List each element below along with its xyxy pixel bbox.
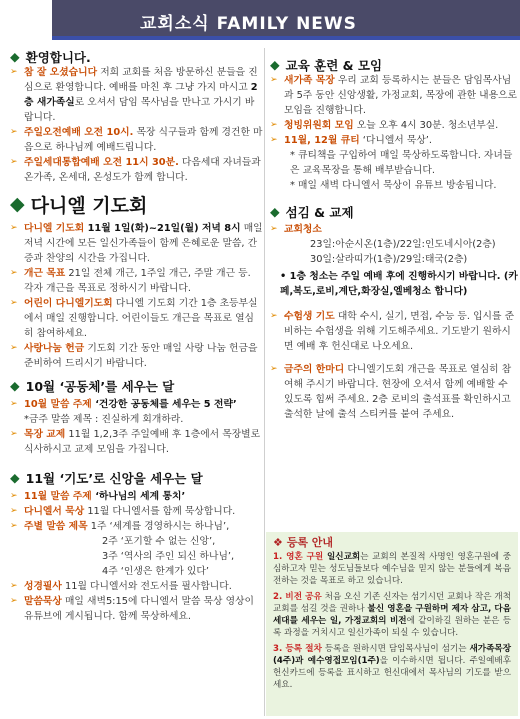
diamond-icon: ◆	[270, 57, 280, 72]
november-item-7: ➢ 성경필사 11월 다니엘서와 전도서를 필사합니다.	[10, 581, 232, 592]
cleaning-line-1: 23일:아순시온(1층)/22일:인도네시아(2층)	[310, 239, 496, 250]
arrow-icon: ➢	[10, 521, 18, 531]
arrow-icon: ➢	[270, 135, 278, 145]
october-item-2: ➢ 목장 교제 11월 1,2,3주 주일예배 후 1층에서 목장별로 식사하시고 교제 모임을 가집니다.	[10, 429, 261, 455]
welcome-item-3: ➢ 주일세대통합예배 오전 11시 30분. 다음세대 자녀들과 온가족, 온세대, 온성도가 함께 합니다.	[10, 157, 261, 183]
training-heading	[270, 56, 520, 73]
registration-para-1: 1. 영혼 구원 일신교회는 교회의 본질적 사명인 영혼구원에 중심하고자 믿는 성도님들보다 예수님을 믿지 않는 분들에게 복음 전하는 것을 목표로 하고 있습니다.	[273, 552, 511, 586]
november-item-8: ➢ 말씀묵상 매일 새벽5:15에 다니엘서 말씀 묵상 영상이 유튜브에 게시됩니다. 함께 묵상하세요.	[10, 596, 254, 622]
page-header	[0, 0, 520, 40]
welcome-title: 환영합니다.	[25, 49, 91, 65]
october-item-1: ➢ 10월 말씀 주제 ‘건강한 공동체를 세우는 5 전략’ *금주 말씀 제목 : 진실하게 회개하라.	[10, 399, 237, 425]
service-item-2: ➢ 금주의 한마디 다니엘기도회 개근을 목표로 열심히 참여해 주시기 바랍니다. 현장에 오셔서 함께 예배할 수 있도록 힘써 주세요. 2층 로비의 출석표를 확인하시고 출석한 날에 출석 스티커를 붙여 주세요.	[270, 364, 512, 420]
november-heading	[10, 469, 263, 486]
service-heading	[270, 203, 520, 220]
welcome-item-1: ➢ 참 잘 오셨습니다 저희 교회를 처음 방문하신 분들을 진심으로 환영합니다. 예배를 마친 후 그냥 가지 마시고 2층 새가족실로 오셔서 담임 목사님을 만나고 가시기 바랍니다.	[10, 67, 258, 123]
header-bar	[52, 0, 520, 40]
registration-title: ❖ 등록 안내	[273, 536, 334, 549]
training-item-1: ➢ 새가족 목장 우리 교회 등록하시는 분들은 담임목사님과 5주 동안 신앙생활, 가정교회, 목장에 관한 내용으로 모임을 진행합니다.	[270, 75, 517, 116]
cleaning-note: • 1층 청소는 주일 예배 후에 진행하시기 바랍니다. (카페,복도,로비,계단,화장실,엘베청소 합니다)	[280, 271, 518, 297]
arrow-icon: ➢	[10, 127, 18, 137]
welcome-item-2: ➢ 주일오전예배 오전 10시. 목장 식구들과 함께 경건한 마음으로 하나님께 예배드립니다.	[10, 127, 263, 153]
diamond-icon: ◆	[10, 49, 20, 64]
arrow-icon: ➢	[10, 581, 18, 591]
registration-notice	[266, 532, 518, 716]
arrow-icon: ➢	[10, 157, 18, 167]
arrow-icon: ➢	[270, 75, 278, 85]
registration-para-3: 3. 등록 절차 등록을 원하시면 담임목사님이 섬기는 새가족목장(4주)과 예수영접모임(1주)을 이수하시면 됩니다. 주일예배후 헌신카드에 등록을 표시하고 헌신대에서 목사님의 기도를 받으세요.	[273, 644, 512, 690]
diamond-icon: ◆	[10, 470, 20, 485]
training-item-3: ➢ 11월, 12월 큐티 ‘다니엘서 묵상’. * 큐티책을 구입하여 매일 묵상하도록합니다. 자녀들은 교육목장을 통해 배부받습니다. * 매일 새벽 다니엘서 묵상이 유튜브 방송됩니다.	[270, 135, 513, 191]
diamond-icon: ◆	[10, 193, 25, 215]
arrow-icon: ➢	[10, 67, 18, 77]
daniel-title: 다니엘 기도회	[30, 194, 148, 217]
november-week-2: 2주 ‘포기할 수 없는 신앙’,	[102, 536, 216, 547]
october-title: 10월 ‘공동체’를 세우는 달	[25, 378, 175, 394]
arrow-icon: ➢	[10, 268, 18, 278]
column-divider	[264, 48, 265, 716]
daniel-item-1: ➢ 다니엘 기도회 11월 1일(화)~21일(월) 저녁 8시 매일 저녁 시간에 모든 일신가족들이 함께 은혜로운 말씀, 간증과 찬양의 시간을 가집니다.	[10, 223, 263, 264]
cleaning-line-2: 30일:살라띠가(1층)/29일:태국(2층)	[310, 254, 468, 265]
daniel-item-4: ➢ 사랑나눔 헌금 기도회 기간 동안 매일 사랑 나눔 헌금을 준비하여 드리시기 바랍니다.	[10, 343, 258, 369]
november-item-3: ➢ 주별 말씀 제목 1주 ‘세계를 경영하시는 하나님’,	[10, 521, 230, 532]
training-item-2: ➢ 청빙위원회 모임 오늘 오후 4시 30분. 청소년부실.	[270, 120, 499, 131]
november-week-4: 4주 ‘인생은 한계가 있다’	[102, 566, 209, 577]
november-item-1: ➢ 11월 말씀 주제 ‘하나님의 세계 통치’	[10, 491, 186, 502]
service-title: 섬김 & 교제	[285, 204, 354, 220]
november-week-3: 3주 ‘역사의 주인 되신 하나님’,	[102, 551, 235, 562]
right-column	[270, 48, 520, 422]
arrow-icon: ➢	[10, 491, 18, 501]
daniel-item-2: ➢ 개근 목표 21일 전체 개근, 1주일 개근, 주말 개근 등. 각자 개근을 목표로 정하시기 바랍니다.	[10, 268, 251, 294]
arrow-icon: ➢	[10, 506, 18, 516]
training-title: 교육 훈련 & 모임	[285, 57, 383, 73]
arrow-icon: ➢	[270, 120, 278, 130]
page-title: 교회소식 FAMILY NEWS	[140, 14, 357, 34]
arrow-icon: ➢	[270, 364, 278, 374]
arrow-icon: ➢	[270, 311, 278, 321]
november-item-2: ➢ 다니엘서 묵상 11월 다니엘서를 함께 묵상합니다.	[10, 506, 236, 517]
november-title: 11월 ‘기도’로 신앙을 세우는 달	[25, 470, 203, 486]
service-item-1: ➢ 수험생 기도 대학 수시, 실기, 면접, 수능 등. 입시를 준비하는 수험생을 위해 기도해주세요. 기도받기 원하시면 예배 후 헌신대로 나오세요.	[270, 311, 515, 352]
arrow-icon: ➢	[270, 224, 278, 234]
arrow-icon: ➢	[10, 399, 18, 409]
arrow-icon: ➢	[10, 223, 18, 233]
arrow-icon: ➢	[10, 596, 18, 606]
left-column	[10, 48, 263, 624]
arrow-icon: ➢	[10, 429, 18, 439]
arrow-icon: ➢	[10, 343, 18, 353]
october-heading	[10, 377, 263, 394]
registration-para-2: 2. 비전 공유 처음 오신 기존 신자는 섬기시던 교회나 작은 개척교회를 섬길 것을 권하나 불신 영혼을 구원하며 제자 삼고, 다음 세대를 세우는 일, 가정교회의 비전에 같이하길 원하는 분은 등록 과정을 거치시고 일신가족이 되실 수 있습니다.	[273, 592, 512, 638]
arrow-icon: ➢	[10, 298, 18, 308]
diamond-icon: ◆	[270, 204, 280, 219]
cleaning-item: ➢ 교회청소	[270, 224, 322, 235]
diamond-icon: ◆	[10, 378, 20, 393]
daniel-heading	[10, 191, 263, 217]
daniel-item-3: ➢ 어린이 다니엘기도회 다니엘 기도회 기간 1층 초등부실에서 매일 진행합니다. 어린이들도 개근을 목표로 열심히 참여하세요.	[10, 298, 258, 339]
welcome-heading	[10, 48, 263, 65]
